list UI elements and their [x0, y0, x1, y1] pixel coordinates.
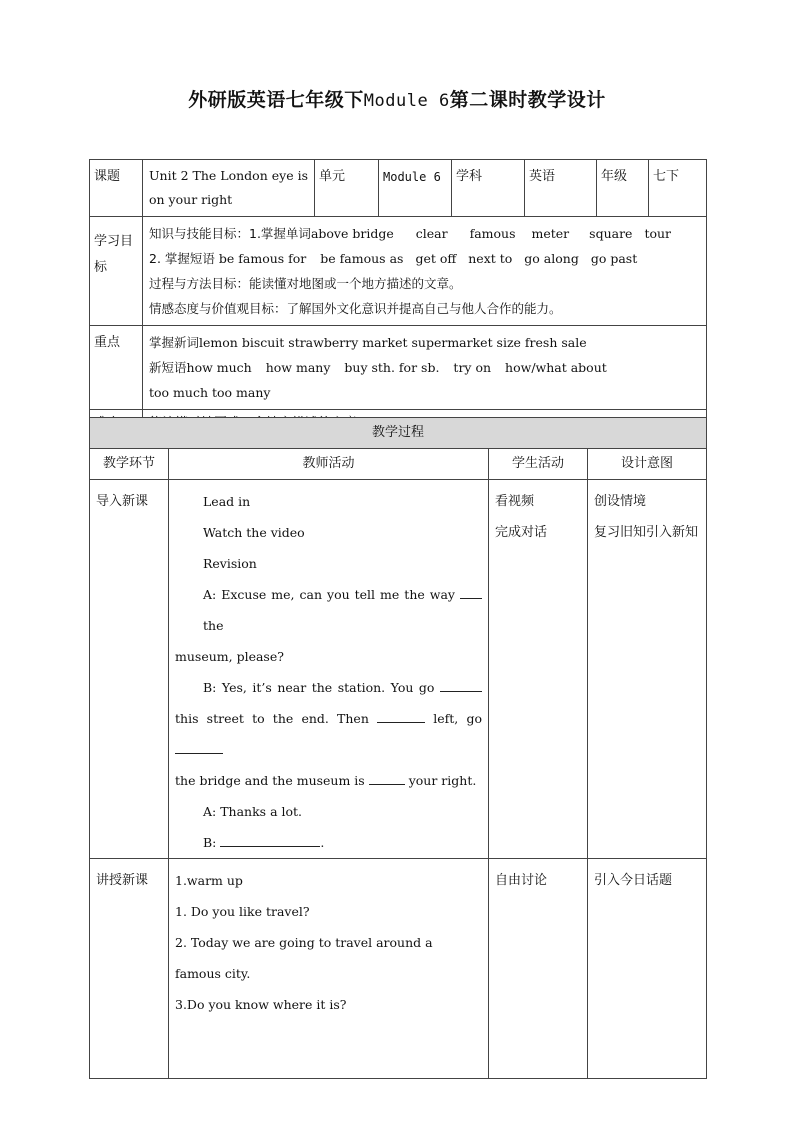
- dialog-a1: A: Excuse me, can you tell me the way the: [175, 579, 482, 641]
- blank-4: [175, 741, 223, 754]
- title-part2: Module 6: [363, 91, 450, 111]
- goals-line1: 知识与技能目标：1.掌握单词above bridge clear famous meter square tour: [149, 226, 672, 241]
- intro-intent-1: 创设情境: [594, 494, 647, 509]
- goals-label: 学习目标: [90, 217, 143, 326]
- topic-label: 课题: [90, 160, 143, 217]
- lecture-line-3: 2. Today we are going to travel around a famous city.: [175, 935, 433, 981]
- title-part3: 第二课时教学设计: [449, 89, 606, 111]
- intro-teacher: [169, 480, 489, 859]
- topic-value: Unit 2 The London eye is on your right: [143, 160, 315, 217]
- intro-line-revision: Revision: [203, 556, 257, 571]
- intro-student-1: 看视频: [495, 494, 535, 509]
- intro-line-leadin: Lead in: [203, 494, 251, 509]
- unit-label: 单元: [315, 160, 379, 217]
- grade-value: 七下: [649, 160, 707, 217]
- col-stage: 教学环节: [90, 449, 169, 480]
- goals-line3: 过程与方法目标：能读懂对地图或一个地方描述的文章。: [149, 276, 462, 291]
- process-table: [89, 417, 707, 1079]
- lecture-line-4: 3.Do you know where it is?: [175, 997, 347, 1012]
- dialog-b2: B: .: [203, 835, 325, 850]
- title-part1: 外研版英语七年级下: [188, 89, 364, 111]
- intro-student: [489, 480, 588, 859]
- goals-line4: 情感态度与价值观目标：了解国外文化意识并提高自己与他人合作的能力。: [149, 301, 562, 316]
- blank-2: [440, 679, 482, 692]
- col-intent: 设计意图: [588, 449, 707, 480]
- keypoints-line3: too much too many: [149, 385, 271, 400]
- grade-label: 年级: [597, 160, 649, 217]
- subject-value: 英语: [525, 160, 597, 217]
- keypoints-line1: 掌握新词lemon biscuit strawberry market supermarket size fresh sale: [149, 335, 587, 350]
- intro-intent: [588, 480, 707, 859]
- keypoints-line2: 新短语how much how many buy sth. for sb. try on how/what about: [149, 360, 607, 375]
- dialog-b1: B: Yes, it’s near the station. You go: [175, 672, 482, 703]
- lecture-intent: 引入今日话题: [588, 859, 707, 1079]
- intro-intent-2: 复习旧知引入新知: [594, 525, 699, 540]
- goals-content: [143, 217, 707, 326]
- lecture-teacher: [169, 859, 489, 1079]
- col-student: 学生活动: [489, 449, 588, 480]
- info-table: [89, 159, 707, 439]
- lecture-line-2: 1. Do you like travel?: [175, 904, 310, 919]
- intro-line-video: Watch the video: [203, 525, 305, 540]
- lecture-stage: 讲授新课: [90, 859, 169, 1079]
- lecture-line-1: 1.warm up: [175, 873, 243, 888]
- blank-3: [377, 710, 425, 723]
- col-teacher: 教师活动: [169, 449, 489, 480]
- lecture-student: 自由讨论: [489, 859, 588, 1079]
- dialog-a1-cont: museum, please?: [175, 649, 284, 664]
- dialog-a2: A: Thanks a lot.: [203, 804, 303, 819]
- intro-student-2: 完成对话: [495, 525, 548, 540]
- blank-5: [369, 772, 405, 785]
- dialog-b1-cont1: this street to the end. Then left, go: [175, 703, 482, 765]
- blank-6: [220, 834, 320, 847]
- unit-value: Module 6: [379, 160, 452, 217]
- intro-stage: 导入新课: [90, 480, 169, 859]
- dialog-b1-cont2: the bridge and the museum is your right.: [175, 773, 477, 788]
- goals-line2: 2. 掌握短语 be famous for be famous as get off next to go along go past: [149, 251, 638, 266]
- keypoints-content: [143, 326, 707, 410]
- blank-1: [460, 586, 482, 599]
- keypoints-label: 重点: [90, 326, 143, 410]
- process-header: 教学过程: [90, 418, 707, 449]
- page-title: [0, 85, 794, 112]
- subject-label: 学科: [452, 160, 525, 217]
